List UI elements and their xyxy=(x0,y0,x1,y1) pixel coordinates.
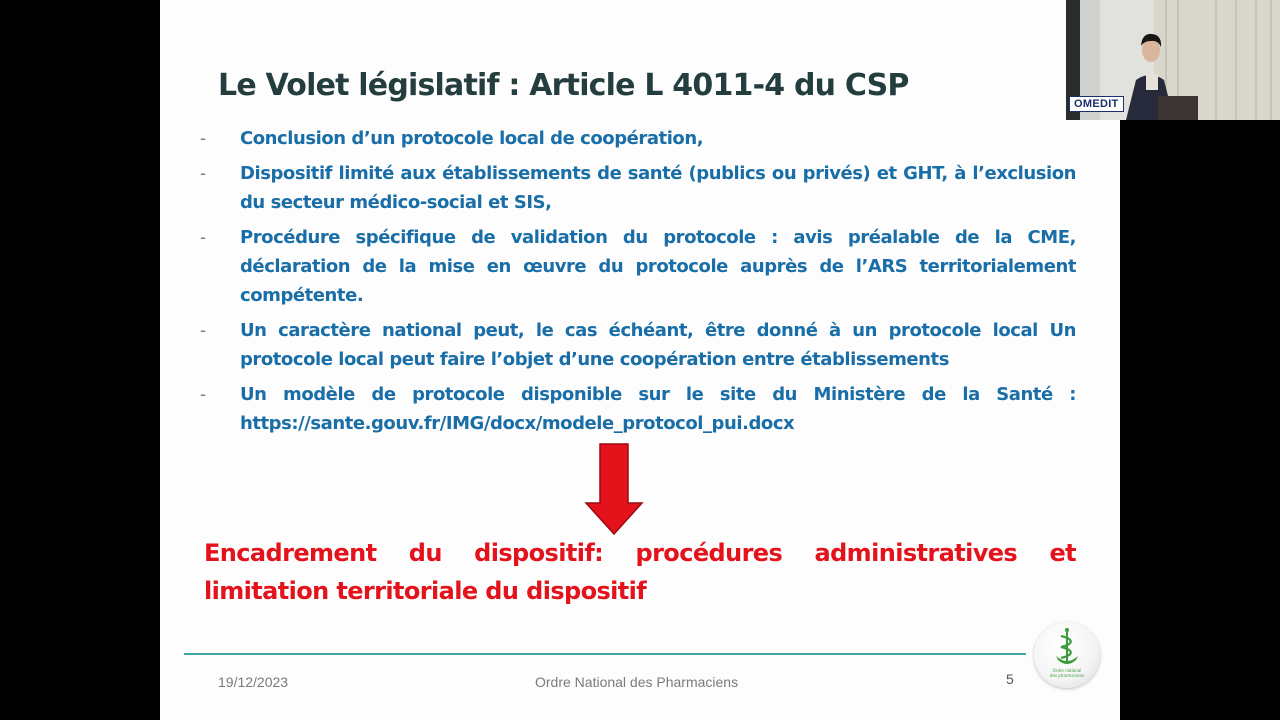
bullet-text: Procédure spécifique de validation du protocole : avis préalable de la CME, déclaration de la mise en œuvre du protocole auprès de l’ARS territorialement compétente. xyxy=(240,227,1076,306)
bullet-marker: - xyxy=(200,227,206,247)
svg-text:Ordre national: Ordre national xyxy=(1052,668,1082,673)
footer-divider xyxy=(184,653,1026,655)
svg-text:des pharmaciens: des pharmaciens xyxy=(1049,673,1085,678)
bullet-text: Conclusion d’un protocole local de coopération, xyxy=(240,128,704,149)
bullet-item xyxy=(200,316,1076,374)
bullet-marker: - xyxy=(200,384,206,404)
bullet-text: Un modèle de protocole disponible sur le site du Ministère de la Santé : https://sante.gouv.fr/IMG/docx/modele_protocol_pui.docx xyxy=(240,384,1076,434)
down-arrow-icon xyxy=(584,443,644,535)
webcam-overlay xyxy=(1066,0,1280,120)
bullet-item xyxy=(200,380,1076,438)
presentation-slide xyxy=(160,0,1120,720)
bullet-item xyxy=(200,124,1076,153)
bullet-item xyxy=(200,159,1076,217)
bullet-list xyxy=(200,124,1076,444)
bullet-text: Dispositif limité aux établissements de santé (publics ou privés) et GHT, à l’exclusion du secteur médico-social et SIS, xyxy=(240,163,1076,213)
bullet-text: Un caractère national peut, le cas échéant, être donné à un protocole local Un protocole local peut faire l’objet d’une coopération entre établissements xyxy=(240,320,1076,370)
bullet-marker: - xyxy=(200,320,206,340)
bullet-marker: - xyxy=(200,128,206,148)
slide-title: Le Volet législatif : Article L 4011-4 du CSP xyxy=(218,68,909,103)
page-number: 5 xyxy=(1006,671,1014,687)
bullet-marker: - xyxy=(200,163,206,183)
footer-organization: Ordre National des Pharmaciens xyxy=(535,674,739,690)
bullet-item xyxy=(200,223,1076,310)
footer-date: 19/12/2023 xyxy=(218,674,289,690)
webcam-label: OMEDIT xyxy=(1069,96,1124,112)
ordre-pharmaciens-logo xyxy=(1034,622,1100,688)
caduceus-icon xyxy=(1034,622,1100,688)
conclusion-text: Encadrement du dispositif: procédures administratives et limitation territoriale du dispositif xyxy=(204,539,1076,605)
